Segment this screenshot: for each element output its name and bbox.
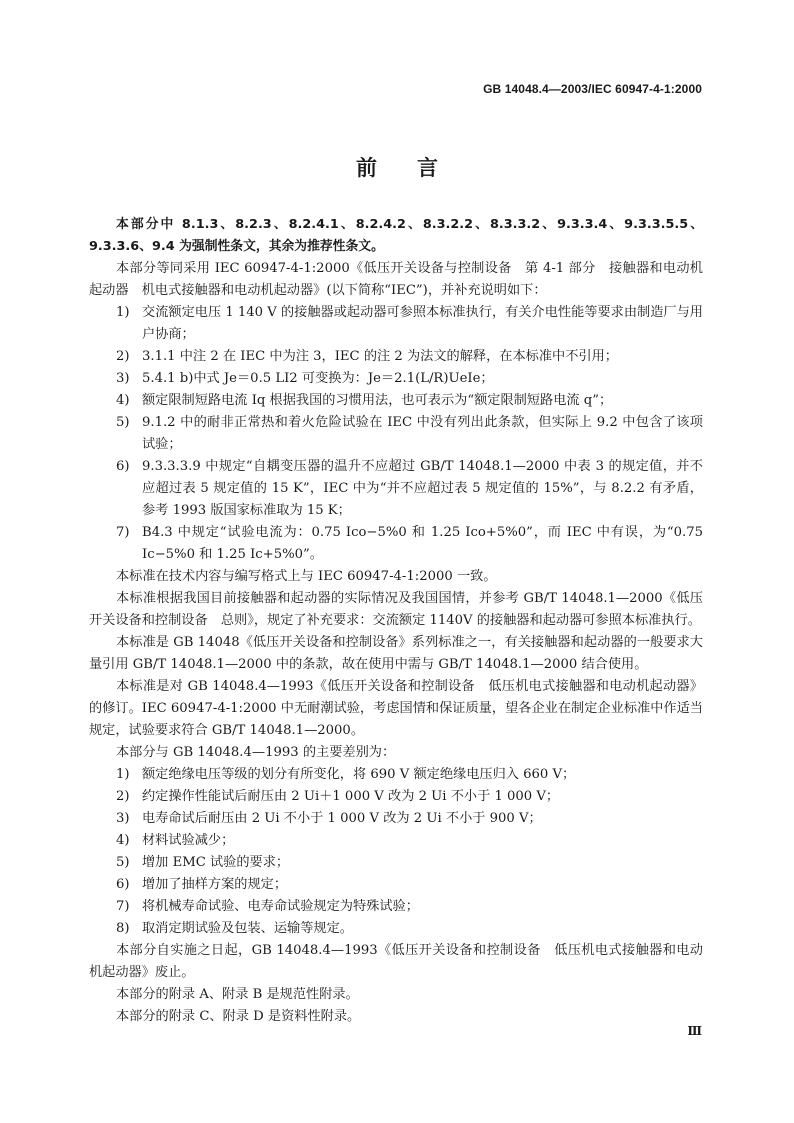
revision-paragraph: 本标准是对 GB 14048.4—1993《低压开关设备和控制设备 低压机电式接触器和电动机起动器》的修订。IEC 60947-4-1:2000 中无耐潮试验，考虑国情和保证质量，望各企业在制定企业标准中作适当规定，试验要求符合 GB/T 14048.1—2000。 <box>89 679 703 738</box>
list-item-text: 交流额定电压 1 140 V 的接触器或起动器可参照本标准执行，有关介电性能等要求由制造厂与用户协商； <box>142 305 703 342</box>
document-body <box>89 214 703 1028</box>
list-item-text: 将机械寿命试验、电寿命试验规定为特殊试验； <box>142 899 419 914</box>
list-item-text: 增加 EMC 试验的要求； <box>142 855 290 870</box>
list-item <box>89 896 703 918</box>
standard-number-header: GB 14048.4—2003/IEC 60947-4-1:2000 <box>483 82 702 96</box>
supersede-paragraph: 本部分自实施之日起，GB 14048.4—1993《低压开关设备和控制设备 低压机电式接触器和电动机起动器》废止。 <box>89 943 703 980</box>
list-item <box>89 522 703 566</box>
list-item <box>89 764 703 786</box>
list-item-number: 4) <box>116 393 130 408</box>
list-item <box>89 830 703 852</box>
list-item-number: 3) <box>116 371 130 386</box>
supplementary-notes-list <box>89 302 703 566</box>
list-item <box>89 808 703 830</box>
normative-annex-paragraph: 本部分的附录 A、附录 B 是规范性附录。 <box>116 987 359 1002</box>
list-item <box>89 874 703 896</box>
list-item <box>89 302 703 346</box>
differences-intro-paragraph: 本部分与 GB 14048.4—1993 的主要差别为： <box>116 745 396 760</box>
list-item-text: 约定操作性能试后耐压由 2 Ui＋1 000 V 改为 2 Ui 不小于 1 000 V； <box>142 789 560 804</box>
list-item-number: 7) <box>116 899 130 914</box>
list-item <box>89 390 703 412</box>
list-item-number: 2) <box>116 789 130 804</box>
list-item <box>89 456 703 522</box>
list-item <box>89 368 703 390</box>
mandatory-clauses-paragraph: 本部分中 8.1.3、8.2.3、8.2.4.1、8.2.4.2、8.3.2.2、8.3.3.2、9.3.3.4、9.3.3.5.5、9.3.3.6、9.4 为强制性条文，其余为推荐性条文。 <box>89 217 703 254</box>
list-item-text: 电寿命试后耐压由 2 Ui 不小于 1 000 V 改为 2 Ui 不小于 900 V； <box>142 811 542 826</box>
list-item-text: 9.3.3.3.9 中规定“自耦变压器的温升不应超过 GB/T 14048.1—2000 中表 3 的规定值，并不应超过表 5 规定值的 15 K”，IEC 中为“并不应超过表 5 规定值的 15%”，与 8.2.2 有矛盾，参考 1993 版国家标准取为 15 K； <box>142 459 703 518</box>
list-item-number: 6) <box>116 459 130 474</box>
list-item-number: 1) <box>116 767 130 782</box>
list-item-text: 材料试验减少； <box>142 833 235 848</box>
list-item-text: 取消定期试验及包装、运输等规定。 <box>142 921 353 936</box>
list-item-number: 7) <box>116 525 130 540</box>
list-item-text: 3.1.1 中注 2 在 IEC 中为注 3，IEC 的注 2 为法文的解释，在本标准中不引用； <box>142 349 618 364</box>
series-paragraph: 本标准是 GB 14048《低压开关设备和控制设备》系列标准之一，有关接触器和起动器的一般要求大量引用 GB/T 14048.1—2000 中的条款，故在使用中需与 GB/T 14048.1—2000 结合使用。 <box>89 635 703 672</box>
list-item-number: 3) <box>116 811 130 826</box>
page-number: Ⅲ <box>687 1024 702 1038</box>
list-item-number: 8) <box>116 921 130 936</box>
list-item-text: 额定绝缘电压等级的划分有所变化，将 690 V 额定绝缘电压归入 660 V； <box>142 767 576 782</box>
list-item-number: 1) <box>116 305 130 320</box>
list-item-text: B4.3 中规定“试验电流为：0.75 Ico−5%0 和 1.25 Ico+5%0”，而 IEC 中有误，为“0.75 Ic−5%0 和 1.25 Ic+5%0”。 <box>142 525 703 562</box>
list-item <box>89 852 703 874</box>
list-item-number: 6) <box>116 877 130 892</box>
consistency-paragraph: 本标准在技术内容与编写格式上与 IEC 60947-4-1:2000 一致。 <box>116 569 497 584</box>
list-item-text: 5.4.1 b)中式 Je＝0.5 LI2 可变换为：Je＝2.1(L/R)UeIe； <box>142 371 494 386</box>
page-title: 前言 <box>356 156 478 180</box>
list-item-number: 5) <box>116 855 130 870</box>
national-conditions-paragraph: 本标准根据我国目前接触器和起动器的实际情况及我国国情，并参考 GB/T 14048.1—2000《低压开关设备和控制设备 总则》，规定了补充要求：交流额定 1140V 的接触器和起动器可参照本标准执行。 <box>89 591 703 628</box>
list-item-number: 5) <box>116 415 130 430</box>
list-item-text: 9.1.2 中的耐非正常热和着火危险试验在 IEC 中没有列出此条款，但实际上 9.2 中包含了该项试验； <box>142 415 703 452</box>
list-item-text: 增加了抽样方案的规定； <box>142 877 288 892</box>
informative-annex-paragraph: 本部分的附录 C、附录 D 是资料性附录。 <box>116 1009 361 1024</box>
adoption-paragraph: 本部分等同采用 IEC 60947-4-1:2000《低压开关设备与控制设备 第 4-1 部分 接触器和电动机起动器 机电式接触器和电动机起动器》(以下简称“IEC”)，并补充说明如下： <box>89 261 703 298</box>
list-item-text: 额定限制短路电流 Iq 根据我国的习惯用法，也可表示为“额定限制短路电流 q”； <box>142 393 613 408</box>
list-item-number: 4) <box>116 833 130 848</box>
list-item <box>89 346 703 368</box>
list-item <box>89 918 703 940</box>
list-item <box>89 786 703 808</box>
list-item-number: 2) <box>116 349 130 364</box>
list-item <box>89 412 703 456</box>
differences-list <box>89 764 703 940</box>
